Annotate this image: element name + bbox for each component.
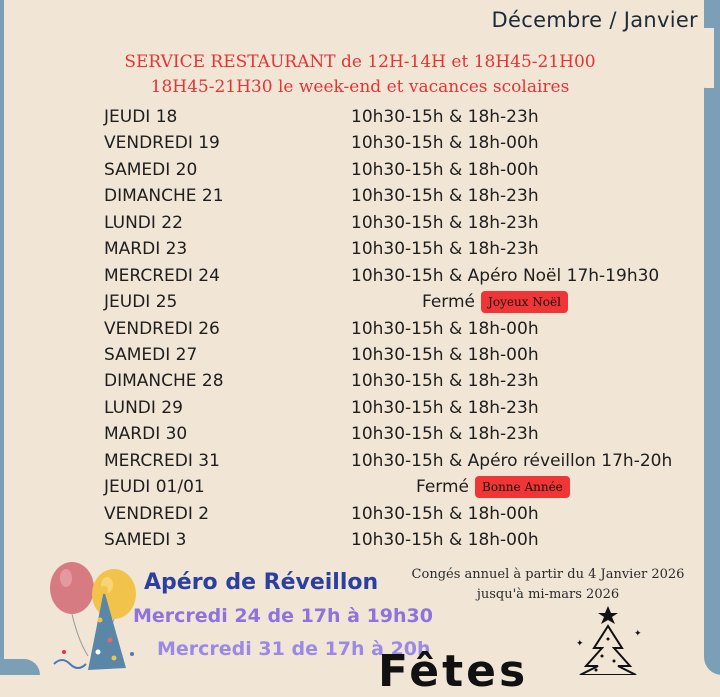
schedule-row <box>104 395 664 421</box>
schedule-hours: Fermé <box>422 292 476 313</box>
months-heading: Décembre / Janvier <box>491 8 698 32</box>
schedule-day: DIMANCHE 21 <box>104 186 224 207</box>
schedule-row <box>104 104 664 130</box>
schedule-row <box>104 263 664 289</box>
schedule-day: JEUDI 18 <box>104 107 178 127</box>
schedule-hours: 10h30-15h & 18h-23h <box>351 239 539 260</box>
schedule-row <box>104 236 664 262</box>
schedule-hours: 10h30-15h & 18h-00h <box>351 159 539 180</box>
schedule-day: MERCREDI 24 <box>104 265 220 286</box>
schedule-row <box>104 501 664 527</box>
schedule-day: MARDI 23 <box>104 239 188 260</box>
schedule-row <box>104 474 664 500</box>
schedule-hours: 10h30-15h & 18h-23h <box>351 186 539 207</box>
conge-line-1: Congés annuel à partir du 4 Janvier 2026 <box>411 567 685 582</box>
annual-closure-notice <box>398 565 698 605</box>
schedule-day: SAMEDI 3 <box>104 530 187 550</box>
schedule-hours: 10h30-15h & 18h-00h <box>351 530 539 550</box>
christmas-tree-icon <box>572 606 652 675</box>
schedule-hours: 10h30-15h & 18h-00h <box>351 133 539 154</box>
schedule-row <box>104 527 664 553</box>
schedule-row <box>104 316 664 342</box>
left-frame-border <box>0 0 4 675</box>
schedule-day: SAMEDI 20 <box>104 159 198 180</box>
schedule-hours: Fermé <box>416 477 470 498</box>
bottom-left-frame <box>0 659 40 675</box>
schedule-row <box>104 183 664 209</box>
holiday-badge: Joyeux Noël <box>481 291 568 313</box>
schedule-hours: 10h30-15h & 18h-23h <box>351 212 539 233</box>
schedule-day: VENDREDI 26 <box>104 318 220 339</box>
schedule-row <box>104 157 664 183</box>
promo-line-31: Mercredi 31 de 17h à 20h <box>157 638 431 660</box>
schedule-day: VENDREDI 2 <box>104 503 210 524</box>
schedule-hours: 10h30-15h & 18h-00h <box>351 344 539 365</box>
schedule-hours: 10h30-15h & 18h-23h <box>351 424 539 445</box>
holiday-badge: Bonne Année <box>475 476 570 498</box>
schedule-day: LUNDI 22 <box>104 212 183 233</box>
schedule-hours: 10h30-15h & 18h-23h <box>351 107 539 127</box>
schedule-day: LUNDI 29 <box>104 397 183 418</box>
right-frame-border <box>704 0 720 675</box>
promo-title: Apéro de Réveillon <box>144 570 379 595</box>
schedule-row <box>104 130 664 156</box>
svg-text:✦: ✦ <box>634 629 642 639</box>
schedule-day: DIMANCHE 28 <box>104 371 224 392</box>
schedule-hours: 10h30-15h & Apéro Noël 17h-19h30 <box>351 265 660 286</box>
schedule-row <box>104 210 664 236</box>
schedule-day: SAMEDI 27 <box>104 344 198 365</box>
schedule-day: MARDI 30 <box>104 424 188 445</box>
schedule-hours: 10h30-15h & 18h-23h <box>351 397 539 418</box>
service-hours-line-2: 18H45-21H30 le week-end et vacances scolaires <box>150 77 570 97</box>
schedule-hours: 10h30-15h & Apéro réveillon 17h-20h <box>351 450 673 471</box>
promo-line-24: Mercredi 24 de 17h à 19h30 <box>133 605 433 627</box>
schedule-hours: 10h30-15h & 18h-00h <box>351 318 539 339</box>
schedule-row <box>104 421 664 447</box>
schedule-day: VENDREDI 19 <box>104 133 220 154</box>
opening-schedule <box>104 104 673 553</box>
schedule-row <box>104 289 664 315</box>
schedule-day: JEUDI 01/01 <box>104 477 205 498</box>
closed-cell <box>416 474 570 500</box>
fetes-title: Fêtes <box>378 646 529 697</box>
conge-line-2: jusqu'à mi-mars 2026 <box>476 587 620 602</box>
schedule-row <box>104 448 673 474</box>
schedule-day: JEUDI 25 <box>104 292 178 313</box>
schedule-hours: 10h30-15h & 18h-23h <box>351 371 539 392</box>
svg-text:✦: ✦ <box>576 639 584 649</box>
service-hours-line-1: SERVICE RESTAURANT de 12H-14H et 18H45-21H00 <box>124 52 596 72</box>
schedule-row <box>104 342 664 368</box>
schedule-row <box>104 368 664 394</box>
closed-cell <box>422 289 568 315</box>
schedule-hours: 10h30-15h & 18h-00h <box>351 503 539 524</box>
balloons-icon <box>44 560 144 675</box>
schedule-day: MERCREDI 31 <box>104 450 220 471</box>
